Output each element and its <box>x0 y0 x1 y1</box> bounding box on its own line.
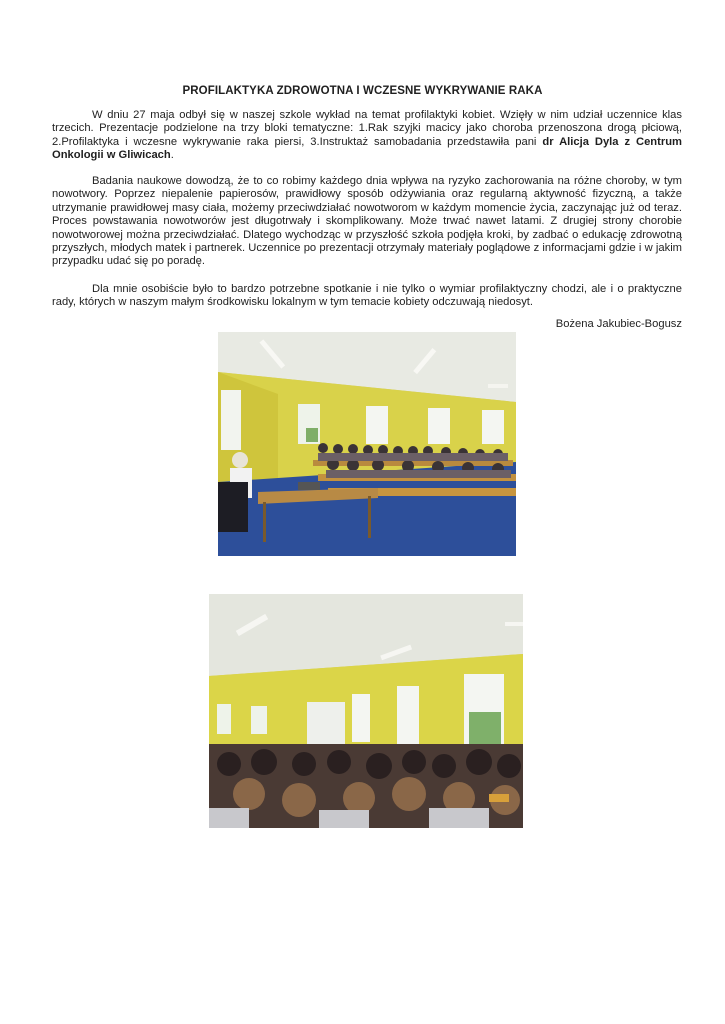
paragraph-1-text: W dniu 27 maja odbył się w naszej szkole wykład na temat profilaktyki kobiet. Wzięły w nim udział uczennice klas trzecich. Prezentacje podzielone na trzy bloki tematyczne: 1.Rak szyjki macicy jako choroba przenoszona drogą płciową, 2.Profilaktyka i wczesne wykrywanie raka piersi, 3.Instruktaż samobadania przedstawiła pani <box>52 109 682 148</box>
classroom-lecture-photo <box>218 332 516 556</box>
lecturer-name: dr Alicja Dyla z Centrum Onkologii w Gliwicach <box>52 135 682 162</box>
author-signature: Bożena Jakubiec-Bogusz <box>555 318 682 330</box>
audience-projection-photo <box>209 594 523 828</box>
paragraph-3 <box>52 283 682 310</box>
paragraph-1-end: . <box>170 149 174 162</box>
paragraph-2-text: Badania naukowe dowodzą, że to co robimy każdego dnia wpływa na ryzyko zachorowania na różne choroby, w tym nowotwory. Poprzez niepalenie papierosów, prawidłowy sposób odżywiania oraz regularną aktywność fizyczną, a także utrzymanie prawidłowej masy ciała, możemy przeciwdziałać nowotworom w każdym momencie życia, zaczynając już od teraz. Proces powstawania nowotworów jest długotrwały i skomplikowany. Może trwać nawet latami. Z drugiej strony chorobie nowotworowej można przeciwdziałać. Dlatego wychodząc w przyszłość szkoła podjęła kroki, by zadbać o edukację zdrowotną przyszłych, młodych matek i partnerek. Uczennice po prezentacji otrzymały materiały poglądowe z informacjami gdzie i w jakim przypadku udać się po poradę. <box>52 175 682 268</box>
paragraph-2 <box>52 175 682 269</box>
paragraph-1 <box>52 109 682 163</box>
document-title: PROFILAKTYKA ZDROWOTNA I WCZESNE WYKRYWANIE RAKA <box>182 85 543 97</box>
paragraph-3-text: Dla mnie osobiście było to bardzo potrzebne spotkanie i nie tylko o wymiar profilaktyczny chodzi, ale i o praktyczne rady, których w naszym małym środkowisku lokalnym w tym temacie kobiety odczuwają niedosyt. <box>52 283 682 309</box>
